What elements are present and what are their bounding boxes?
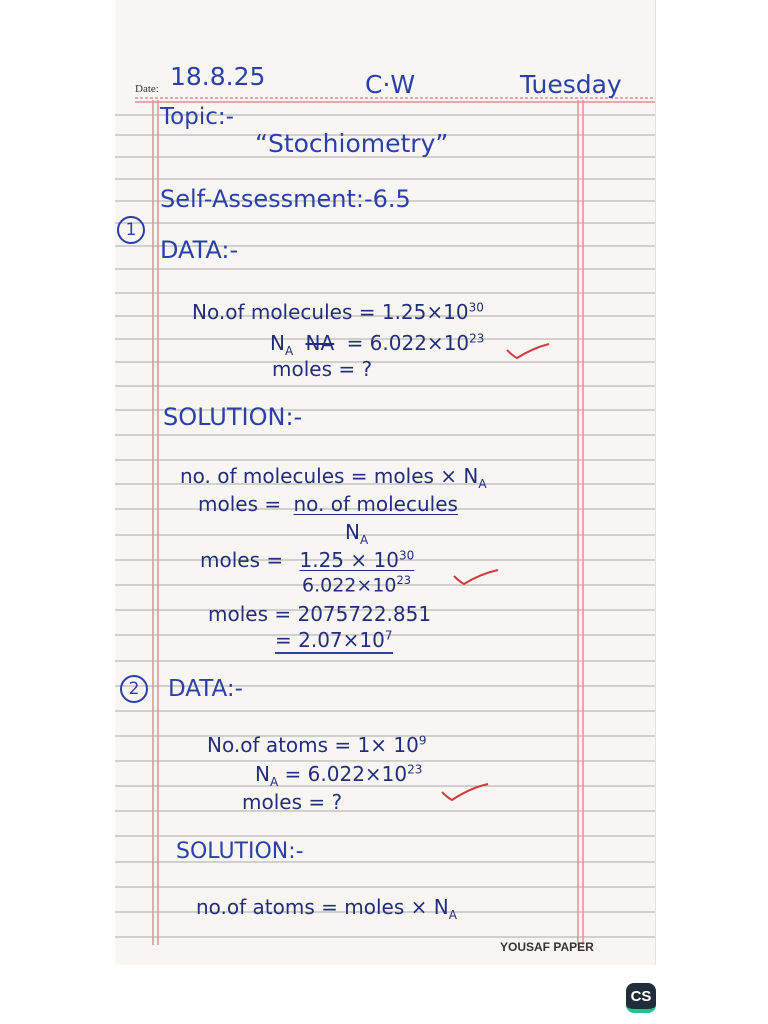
- q1-equation-5: = $2.07\times 10^7$: [275, 628, 393, 652]
- day-text: Tuesday: [520, 70, 622, 99]
- classwork-text: C·W: [365, 70, 416, 99]
- q1-data-line-3: moles = ?: [272, 357, 373, 381]
- q2-data-line-1: No.of atoms = $1\times 10^9$: [207, 733, 427, 757]
- printed-date-label: Date:: [135, 83, 159, 95]
- q2-data-heading: DATA:-: [168, 676, 243, 702]
- q2-check-mark-icon: [440, 780, 490, 804]
- topic-title: “Stochiometry”: [255, 129, 449, 158]
- date-text: 18.8.25: [170, 62, 266, 91]
- topic-label: Topic:-: [160, 104, 234, 130]
- q1-equation-4: moles = 2075722.851: [208, 602, 432, 626]
- camscanner-logo-icon: CS: [626, 983, 656, 1013]
- q1-equation-2-denominator: $N_A$: [345, 520, 369, 547]
- q2-data-line-2: $N_A = 6.022\times 10^{23}$: [255, 762, 423, 789]
- q1-solution-check-mark-icon: [452, 566, 500, 588]
- question-number-2: 2: [120, 675, 148, 703]
- q1-equation-1: no. of molecules = moles × $N_A$: [180, 464, 487, 491]
- assessment-title: Self-Assessment:-6.5: [160, 185, 411, 213]
- q1-data-line-2: $N_A$ NA = $6.022\times 10^{23}$: [270, 331, 485, 358]
- q1-check-mark-icon: [505, 340, 551, 362]
- q1-solution-heading: SOLUTION:-: [163, 403, 303, 431]
- q1-data-line-1: No.of molecules = $1.25\times 10^{30}$: [192, 300, 484, 324]
- q2-solution-heading: SOLUTION:-: [176, 839, 304, 864]
- q2-equation-1: no.of atoms = moles × $N_A$: [196, 895, 457, 922]
- q1-equation-2: moles = no. of molecules: [198, 492, 458, 516]
- q2-data-line-3: moles = ?: [242, 790, 343, 814]
- brand-label: YOUSAF PAPER: [500, 940, 594, 954]
- q1-equation-3-denominator: $6.022\times 10^{23}$: [302, 573, 411, 597]
- q1-data-heading: DATA:-: [160, 236, 239, 264]
- q1-equation-3: moles = $1.25 \times 10^{30}$: [200, 548, 415, 572]
- question-number-1: 1: [117, 216, 145, 244]
